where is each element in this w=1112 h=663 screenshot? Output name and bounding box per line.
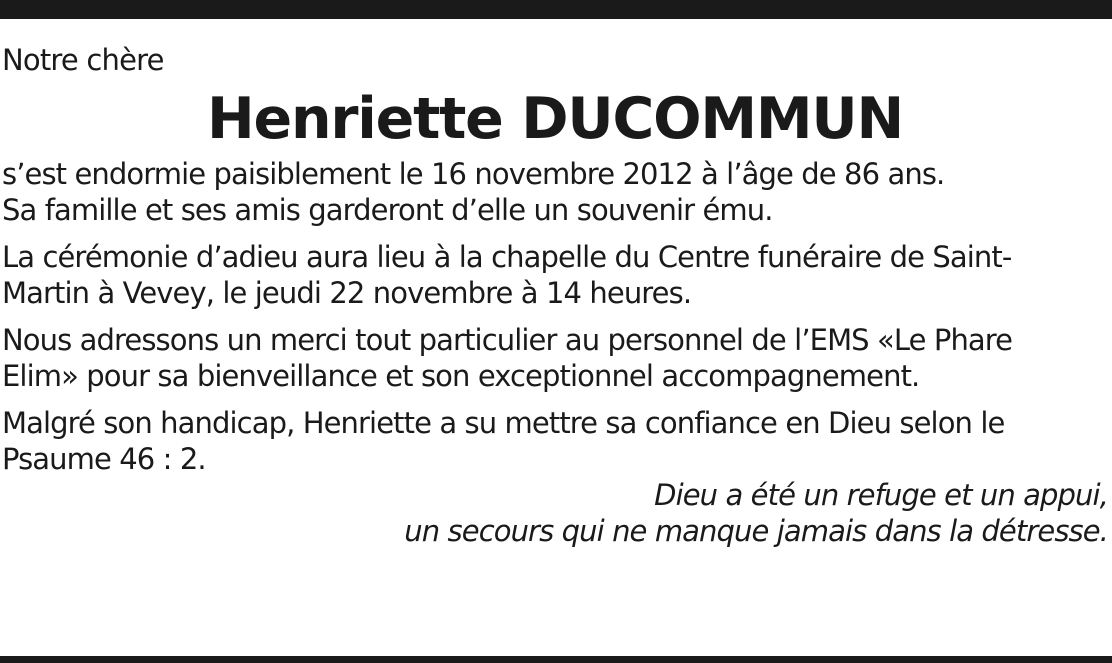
paragraph-line: Martin à Vevey, le jeudi 22 novembre à 14 heures. <box>2 276 692 310</box>
deceased-name: Henriette DUCOMMUN <box>207 86 903 152</box>
paragraph-line: Sa famille et ses amis garderont d’elle un souvenir ému. <box>2 193 773 227</box>
obituary-notice <box>2 38 1108 549</box>
paragraph-line: Psaume 46 : 2. <box>2 442 206 476</box>
bottom-border-rule <box>0 656 1112 663</box>
psalm-line: un secours qui ne manque jamais dans la détresse. <box>404 514 1108 548</box>
paragraph-passing <box>2 156 1108 228</box>
paragraph-line: Nous adressons un merci tout particulier au personnel de l’EMS «Le Phare <box>2 323 1013 357</box>
paragraph-ceremony <box>2 239 1108 311</box>
paragraph-line: Malgré son handicap, Henriette a su mettre sa confiance en Dieu selon le <box>2 406 1005 440</box>
psalm-quote <box>2 477 1108 549</box>
psalm-line: Dieu a été un refuge et un appui, <box>654 478 1108 512</box>
paragraph-line: Elim» pour sa bienveillance et son exceptionnel accompagnement. <box>2 359 920 393</box>
paragraph-line: La cérémonie d’adieu aura lieu à la chapelle du Centre funéraire de Saint- <box>2 240 1012 274</box>
paragraph-faith <box>2 405 1108 477</box>
intro-text: Notre chère <box>2 43 164 77</box>
top-border-rule <box>0 0 1112 19</box>
paragraph-thanks <box>2 322 1108 394</box>
paragraph-line: s’est endormie paisiblement le 16 novembre 2012 à l’âge de 86 ans. <box>2 157 945 191</box>
